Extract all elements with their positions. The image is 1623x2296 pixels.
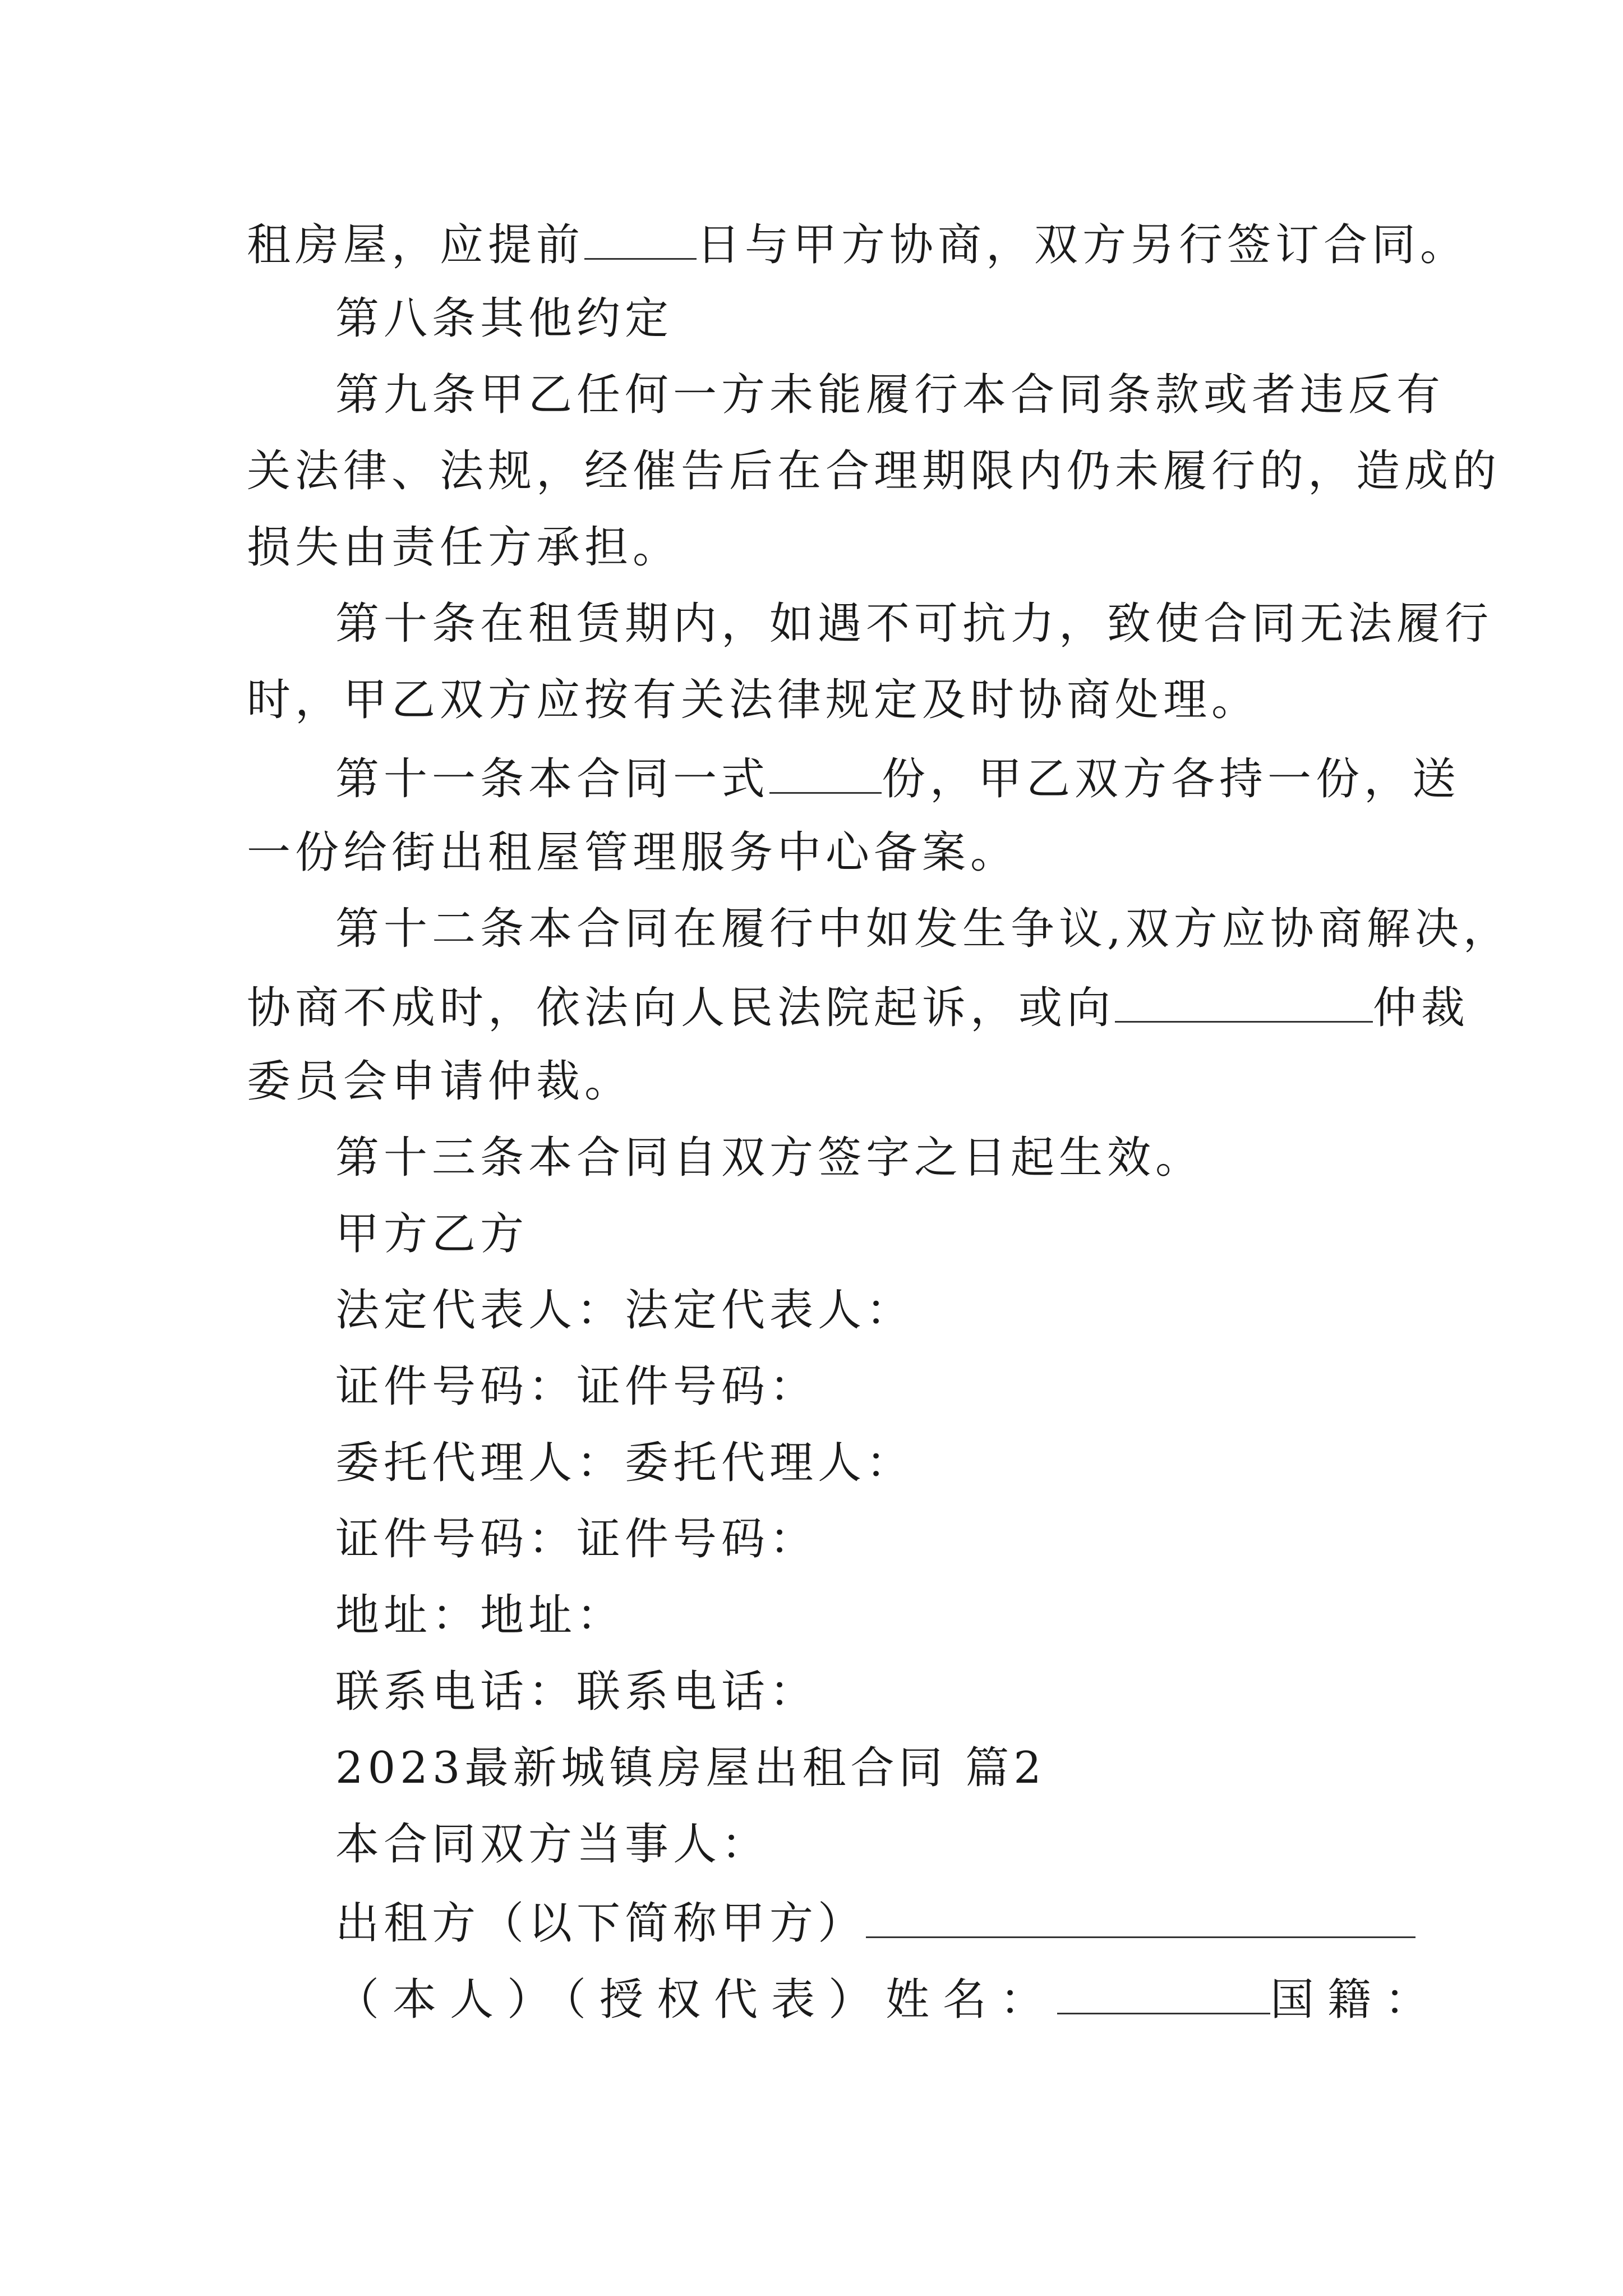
paragraph-line [335, 1893, 1415, 1952]
section-title: 2023最新城镇房屋出租合同 篇2 [335, 1743, 1046, 1793]
paragraph-line: 关法律、法规，经催告后在合理期限内仍未履行的，造成的 [247, 446, 1501, 496]
fill-in-blank [584, 214, 697, 260]
paragraph-line: 第九条甲乙任何一方未能履行本合同条款或者违反有 [335, 370, 1445, 420]
paragraph-line [247, 214, 1468, 273]
signature-heading: 甲方乙方 [335, 1209, 529, 1259]
paragraph-line: 第十三条本合同自双方签字之日起生效。 [335, 1133, 1204, 1183]
line-text: 出租方（以下简称甲方） [335, 1898, 866, 1949]
paragraph-line: 损失由责任方承担。 [247, 522, 681, 573]
line-text: 日与甲方协商，双方另行签订合同。 [697, 220, 1469, 270]
paragraph-line [247, 977, 1469, 1036]
paragraph-line: 本合同双方当事人： [335, 1819, 770, 1870]
line-text: 国籍： [1270, 1975, 1442, 2025]
paragraph-line: 第十条在租赁期内，如遇不可抗力，致使合同无法履行 [335, 599, 1493, 649]
line-text: （本人）（授权代表）姓名： [335, 1975, 1058, 2025]
line-text: 协商不成时，依法向人民法院起诉，或向 [247, 983, 1115, 1033]
signature-field: 联系电话：联系电话： [335, 1667, 818, 1717]
signature-field: 地址：地址： [335, 1590, 625, 1641]
paragraph-line [335, 748, 1460, 807]
fill-in-blank [769, 748, 882, 794]
paragraph-line: 第十二条本合同在履行中如发生争议,双方应协商解决， [335, 904, 1511, 954]
article-heading: 第八条其他约定 [335, 293, 674, 344]
line-text: 租房屋，应提前 [247, 220, 585, 270]
fill-in-blank [1115, 977, 1373, 1023]
signature-field: 法定代表人：法定代表人： [335, 1285, 915, 1336]
line-text: 份，甲乙双方各持一份，送 [882, 754, 1461, 804]
paragraph-line [335, 1969, 1442, 2028]
signature-field: 证件号码：证件号码： [335, 1361, 818, 1412]
line-text: 仲裁 [1373, 983, 1470, 1033]
signature-field: 证件号码：证件号码： [335, 1514, 818, 1565]
fill-in-blank [1057, 1969, 1270, 2014]
paragraph-line: 委员会申请仲裁。 [247, 1056, 633, 1107]
line-text: 第十一条本合同一式 [335, 754, 770, 804]
fill-in-blank [866, 1893, 1415, 1938]
signature-field: 委托代理人：委托代理人： [335, 1438, 915, 1488]
paragraph-line: 时，甲乙双方应按有关法律规定及时协商处理。 [247, 675, 1260, 725]
paragraph-line: 一份给街出租屋管理服务中心备案。 [247, 827, 1019, 878]
